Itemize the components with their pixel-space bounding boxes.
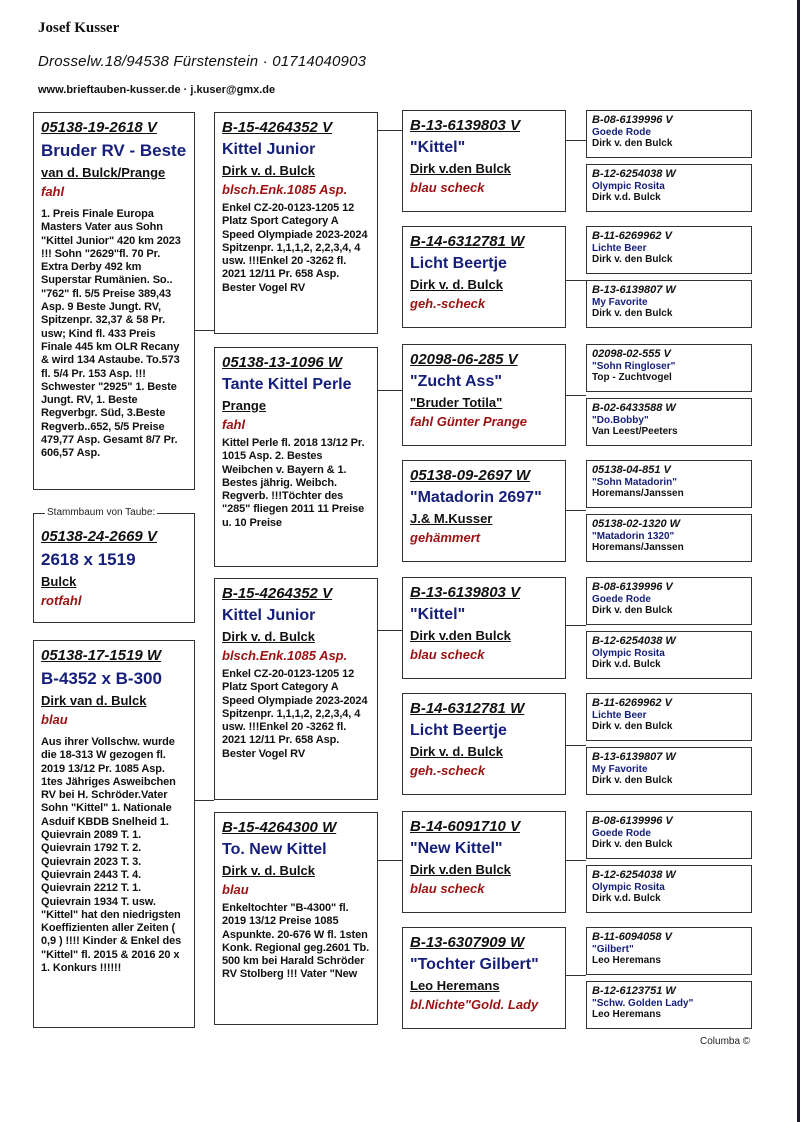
pigeon-name: "Kittel" bbox=[410, 139, 466, 156]
breeder: Bulck bbox=[41, 574, 77, 589]
great-grandparent-card[interactable] bbox=[402, 577, 566, 679]
pigeon-name: Tante Kittel Perle bbox=[222, 376, 352, 393]
connector-line bbox=[566, 140, 586, 141]
ancestor-card[interactable] bbox=[586, 693, 752, 741]
pigeon-color: blau bbox=[41, 712, 68, 727]
ancestor-card[interactable] bbox=[586, 577, 752, 625]
ring-number: B-13-6139803 V bbox=[410, 584, 521, 601]
pigeon-name: My Favorite bbox=[592, 297, 648, 308]
pigeon-name: Lichte Beer bbox=[592, 243, 647, 254]
subject-pigeon-card[interactable] bbox=[33, 513, 195, 623]
breeder: Van Leest/Peeters bbox=[592, 426, 678, 437]
ring-number: B-12-6254038 W bbox=[592, 869, 676, 881]
ring-number: B-08-6139996 V bbox=[592, 815, 673, 827]
pigeon-name: "Zucht Ass" bbox=[410, 373, 502, 390]
performance-description: Aus ihrer Vollschw. wurde die 18-313 W gezogen fl. 2019 13/12 Pr. 1085 Asp. 1tes Jähriges Asweibchen RV bei H. Schröder.Vater Sohn "Kittel" 1. Nationale Asduif KBDB Snelheid 1. Quievrain 2089 T. 1. Quievrain 1792 T. 2. Quievrain 2023 T. 3. Quievrain 2443 T. 4. Quievrain 2212 T. 1. Quievrain 1934 T. usw. "Kittel" hat den niedrigsten Koeffizienten aller Zeiten ( 0,9 ) !!!! Kinder & Enkel des "Kittel" fl. 2015 & 2016 20 x 1. Konkurs !!!!!! bbox=[41, 736, 182, 975]
pigeon-name: B-4352 x B-300 bbox=[41, 669, 162, 688]
connector-line bbox=[378, 130, 402, 131]
breeder: Dirk v. d. Bulck bbox=[410, 744, 503, 759]
ring-number: B-12-6123751 W bbox=[592, 985, 676, 997]
pigeon-color: blau bbox=[222, 882, 249, 897]
great-grandparent-card[interactable] bbox=[402, 344, 566, 446]
ancestor-card[interactable] bbox=[586, 631, 752, 679]
ancestor-card[interactable] bbox=[586, 344, 752, 392]
connector-line bbox=[378, 630, 402, 631]
great-grandparent-card[interactable] bbox=[402, 110, 566, 212]
father-card[interactable] bbox=[33, 112, 195, 490]
ancestor-card[interactable] bbox=[586, 280, 752, 328]
pigeon-name: "Sohn Matadorin" bbox=[592, 477, 678, 488]
ring-number: B-14-6312781 W bbox=[410, 700, 525, 717]
pigeon-name: "Sohn Ringloser" bbox=[592, 361, 676, 372]
grandparent-card[interactable] bbox=[214, 347, 378, 567]
ring-number: B-11-6094058 V bbox=[592, 931, 672, 943]
ring-number: 05138-17-1519 W bbox=[41, 647, 162, 664]
pigeon-color: geh.-scheck bbox=[410, 296, 486, 311]
pigeon-name: 2618 x 1519 bbox=[41, 550, 136, 569]
ancestor-card[interactable] bbox=[586, 226, 752, 274]
pigeon-name: Licht Beertje bbox=[410, 255, 507, 272]
breeder: Dirk v. den Bulck bbox=[592, 721, 673, 732]
ring-number: B-14-6312781 W bbox=[410, 233, 525, 250]
ring-number: B-11-6269962 V bbox=[592, 697, 672, 709]
pigeon-name: "Matadorin 1320" bbox=[592, 531, 675, 542]
grandparent-card[interactable] bbox=[214, 578, 378, 800]
pigeon-color: blau scheck bbox=[410, 881, 485, 896]
breeder: Dirk v.den Bulck bbox=[410, 628, 511, 643]
ring-number: 05138-13-1096 W bbox=[222, 354, 343, 371]
ring-number: B-12-6254038 W bbox=[592, 635, 676, 647]
breeder: Top - Zuchtvogel bbox=[592, 372, 672, 383]
pigeon-name: "Matadorin 2697" bbox=[410, 489, 542, 506]
owner-address: Drosselw.18/94538 Fürstenstein · 01714040903 bbox=[38, 53, 367, 70]
breeder: Prange bbox=[222, 398, 267, 413]
pigeon-name: "New Kittel" bbox=[410, 840, 503, 857]
connector-line bbox=[195, 800, 214, 801]
connector-line bbox=[566, 510, 586, 511]
ancestor-card[interactable] bbox=[586, 927, 752, 975]
grandparent-card[interactable] bbox=[214, 112, 378, 334]
breeder: Leo Heremans bbox=[410, 978, 500, 993]
breeder: J.& M.Kusser bbox=[410, 511, 493, 526]
breeder: Dirk v. den Bulck bbox=[592, 775, 673, 786]
pigeon-color: fahl bbox=[41, 184, 65, 199]
pigeon-name: "Do.Bobby" bbox=[592, 415, 649, 426]
breeder: Dirk v.d. Bulck bbox=[592, 893, 661, 904]
breeder: Dirk v.den Bulck bbox=[410, 862, 511, 877]
pigeon-color: gehämmert bbox=[410, 530, 481, 545]
owner-name: Josef Kusser bbox=[38, 20, 120, 36]
ancestor-card[interactable] bbox=[586, 398, 752, 446]
ring-number: 05138-24-2669 V bbox=[41, 528, 157, 545]
great-grandparent-card[interactable] bbox=[402, 927, 566, 1029]
ancestor-card[interactable] bbox=[586, 460, 752, 508]
ring-number: 05138-04-851 V bbox=[592, 464, 671, 476]
breeder: Dirk v. d. Bulck bbox=[222, 163, 315, 178]
pigeon-name: Licht Beertje bbox=[410, 722, 507, 739]
ring-number: B-11-6269962 V bbox=[592, 230, 672, 242]
ring-number: B-15-4264352 V bbox=[222, 585, 333, 602]
breeder: Leo Heremans bbox=[592, 955, 661, 966]
pigeon-name: My Favorite bbox=[592, 764, 648, 775]
pigeon-color: fahl bbox=[222, 417, 246, 432]
great-grandparent-card[interactable] bbox=[402, 226, 566, 328]
pigeon-name: Kittel Junior bbox=[222, 607, 316, 624]
pigeon-color: blau scheck bbox=[410, 180, 485, 195]
pigeon-name: Goede Rode bbox=[592, 127, 651, 138]
grandparent-card[interactable] bbox=[214, 812, 378, 1025]
ring-number: B-14-6091710 V bbox=[410, 818, 521, 835]
ring-number: B-08-6139996 V bbox=[592, 114, 673, 126]
connector-line bbox=[566, 280, 586, 281]
pigeon-color: blau scheck bbox=[410, 647, 485, 662]
pigeon-name: "Kittel" bbox=[410, 606, 466, 623]
breeder: Dirk v. d. Bulck bbox=[410, 277, 503, 292]
pigeon-color: blsch.Enk.1085 Asp. bbox=[222, 648, 348, 663]
pigeon-name: Olympic Rosita bbox=[592, 648, 665, 659]
breeder: "Bruder Totila" bbox=[410, 395, 503, 410]
ancestor-card[interactable] bbox=[586, 164, 752, 212]
pigeon-name: Olympic Rosita bbox=[592, 882, 665, 893]
ring-number: B-15-4264352 V bbox=[222, 119, 333, 136]
breeder: Dirk v. den Bulck bbox=[592, 254, 673, 265]
ring-number: 05138-09-2697 W bbox=[410, 467, 531, 484]
breeder: Dirk v.d. Bulck bbox=[592, 192, 661, 203]
performance-description: 1. Preis Finale Europa Masters Vater aus Sohn "Kittel Junior" 420 km 2023 !!! Sohn "2629"fl. 70 Pr. Extra Derby 492 km Superstar Rumänien. So.. "762" fl. 5/5 Preise 389,43 Asp. 9 Beste Jungt. RV, Spitzenpr. 32,37 & 58 Pr. usw; Kind fl. 433 Preis Finale 445 km OLR Recany & wird 134 Astaube. To.573 fl. 5/4 Pr. 153 Asp. !!! Schwester "2925" 1. Beste Jungt. RV, 1. Beste Regverbgr. Süd, 3.Beste Regverb..652, 5/5 Preise 479,77 Asp. Gesamt 8/7 Pr. 606,57 Asp. bbox=[41, 208, 181, 460]
breeder: Dirk v. den Bulck bbox=[592, 605, 673, 616]
performance-description: Enkel CZ-20-0123-1205 12 Platz Sport Category A Speed Olympiade 2023-2024 Spitzenpr. 1,1,1,2, 2,2,3,4, 4 usw. !!!Enkel 20 -3262 fl. 2021 12/11 Pr. 658 Asp. Bester Vogel RV bbox=[222, 668, 368, 760]
ring-number: B-13-6139803 V bbox=[410, 117, 521, 134]
connector-line bbox=[566, 975, 586, 976]
pigeon-name: Kittel Junior bbox=[222, 141, 316, 158]
performance-description: Kittel Perle fl. 2018 13/12 Pr. 1015 Asp. 2. Bestes Weibchen v. Bayern & 1. Bestes jährig. Weibch. Regverb. !!!Töchter des "285" fliegen 2011 11 Preise u. 10 Preise bbox=[222, 437, 365, 529]
breeder: van d. Bulck/Prange bbox=[41, 165, 166, 180]
ancestor-card[interactable] bbox=[586, 811, 752, 859]
pigeon-name: "Gilbert" bbox=[592, 944, 634, 955]
breeder: Horemans/Janssen bbox=[592, 488, 684, 499]
ring-number: B-02-6433588 W bbox=[592, 402, 676, 414]
ancestor-card[interactable] bbox=[586, 110, 752, 158]
ring-number: B-12-6254038 W bbox=[592, 168, 676, 180]
footer-credit: Columba © bbox=[700, 1036, 751, 1047]
connector-line bbox=[378, 390, 402, 391]
ring-number: B-13-6139807 W bbox=[592, 284, 676, 296]
ring-number: 02098-06-285 V bbox=[410, 351, 518, 368]
pigeon-color: fahl Günter Prange bbox=[410, 414, 528, 429]
breeder: Dirk v.den Bulck bbox=[410, 161, 511, 176]
breeder: Dirk v. den Bulck bbox=[592, 839, 673, 850]
pigeon-color: rotfahl bbox=[41, 593, 82, 608]
connector-line bbox=[378, 860, 402, 861]
pedigree-label: Stammbaum von Taube: bbox=[47, 507, 156, 518]
ring-number: 02098-02-555 V bbox=[592, 348, 671, 360]
pigeon-name: Bruder RV - Beste bbox=[41, 141, 187, 160]
pigeon-name: Goede Rode bbox=[592, 594, 651, 605]
pigeon-name: To. New Kittel bbox=[222, 841, 327, 858]
connector-line bbox=[566, 625, 586, 626]
ancestor-card[interactable] bbox=[586, 981, 752, 1029]
great-grandparent-card[interactable] bbox=[402, 811, 566, 913]
breeder: Dirk v. d. Bulck bbox=[222, 863, 315, 878]
connector-line bbox=[566, 745, 586, 746]
breeder: Dirk v. d. Bulck bbox=[222, 629, 315, 644]
ancestor-card[interactable] bbox=[586, 514, 752, 562]
pigeon-color: bl.Nichte"Gold. Lady bbox=[410, 997, 539, 1012]
performance-description: Enkel CZ-20-0123-1205 12 Platz Sport Category A Speed Olympiade 2023-2024 Spitzenpr. 1,1,1,2, 2,2,3,4, 4 usw. !!!Enkel 20 -3262 fl. 2021 12/11 Pr. 658 Asp. Bester Vogel RV bbox=[222, 202, 368, 294]
ring-number: B-13-6139807 W bbox=[592, 751, 676, 763]
ring-number: B-08-6139996 V bbox=[592, 581, 673, 593]
pigeon-name: "Schw. Golden Lady" bbox=[592, 998, 694, 1009]
breeder: Dirk v. den Bulck bbox=[592, 308, 673, 319]
pigeon-name: "Tochter Gilbert" bbox=[410, 956, 539, 973]
pigeon-color: blsch.Enk.1085 Asp. bbox=[222, 182, 348, 197]
breeder: Dirk v.d. Bulck bbox=[592, 659, 661, 670]
ring-number: B-15-4264300 W bbox=[222, 819, 337, 836]
breeder: Dirk v. den Bulck bbox=[592, 138, 673, 149]
ring-number: 05138-02-1320 W bbox=[592, 518, 681, 530]
pigeon-color: geh.-scheck bbox=[410, 763, 486, 778]
connector-line bbox=[566, 860, 586, 861]
breeder: Horemans/Janssen bbox=[592, 542, 684, 553]
pigeon-name: Goede Rode bbox=[592, 828, 651, 839]
connector-line bbox=[195, 330, 214, 331]
breeder: Dirk van d. Bulck bbox=[41, 693, 147, 708]
pigeon-name: Olympic Rosita bbox=[592, 181, 665, 192]
great-grandparent-card[interactable] bbox=[402, 460, 566, 562]
connector-line bbox=[566, 395, 586, 396]
pigeon-name: Lichte Beer bbox=[592, 710, 647, 721]
ring-number: B-13-6307909 W bbox=[410, 934, 525, 951]
mother-card[interactable] bbox=[33, 640, 195, 1028]
performance-description: Enkeltochter "B-4300" fl. 2019 13/12 Preise 1085 Aspunkte. 20-676 W fl. 1sten Konk. Regional geg.2601 Tb. 500 km bei Harald Schröder RV Stolberg !!! Vater "New bbox=[222, 902, 370, 981]
ancestor-card[interactable] bbox=[586, 865, 752, 913]
ancestor-card[interactable] bbox=[586, 747, 752, 795]
breeder: Leo Heremans bbox=[592, 1009, 661, 1020]
great-grandparent-card[interactable] bbox=[402, 693, 566, 795]
owner-web-email: www.brieftauben-kusser.de · j.kuser@gmx.de bbox=[38, 84, 276, 96]
ring-number: 05138-19-2618 V bbox=[41, 119, 157, 136]
